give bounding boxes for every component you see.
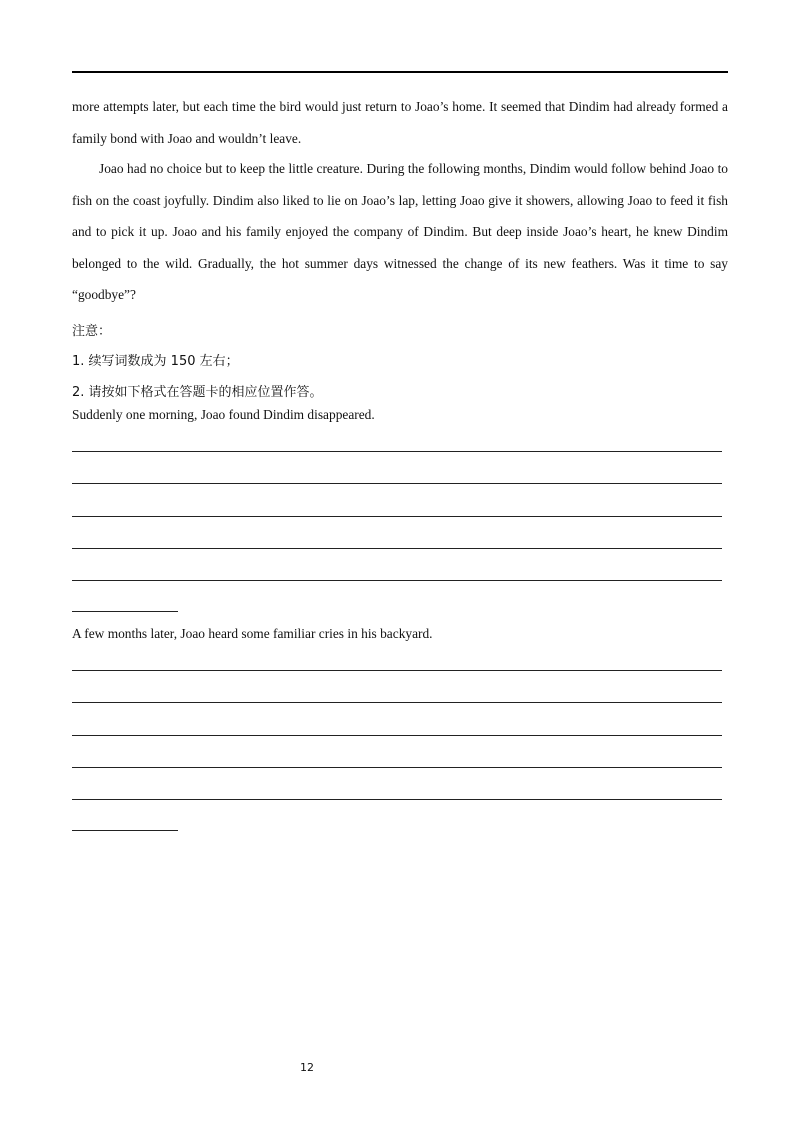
- notes-item-1: 1. 续写词数成为 150 左右；: [72, 354, 239, 369]
- continuation-prompt-2: A few months later, Joao heard some familiar cries in his backyard.: [72, 626, 433, 641]
- passage-paragraph-2: Joao had no choice but to keep the little creature. During the following months, Dindim would follow behind Joao to fish on the coast joyfully. Dindim also liked to lie on Joao’s lap, letting Joao give it showers, allowing Joao to feed it fish and to pick it up. Joao and his family enjoyed the company of Dindim. But deep inside Joao’s heart, he knew Dindim belonged to the wild. Gradually, the hot summer days witnessed the change of its new feathers. Was it time to say “goodbye”?: [72, 161, 728, 302]
- header-rule: [72, 71, 728, 73]
- answer-line[interactable]: [72, 580, 722, 581]
- answer-line[interactable]: [72, 702, 722, 703]
- continuation-prompt-1: Suddenly one morning, Joao found Dindim disappeared.: [72, 407, 375, 422]
- answer-line[interactable]: [72, 735, 722, 736]
- answer-line[interactable]: [72, 767, 722, 768]
- answer-line[interactable]: [72, 451, 722, 452]
- page-number: 12: [300, 1061, 314, 1074]
- answer-line[interactable]: [72, 548, 722, 549]
- answer-line-short[interactable]: [72, 611, 178, 612]
- passage-paragraph-1: more attempts later, but each time the bird would just return to Joao’s home. It seemed that Dindim had already formed a family bond with Joao and wouldn’t leave.: [72, 99, 728, 146]
- answer-line[interactable]: [72, 516, 722, 517]
- answer-line[interactable]: [72, 483, 722, 484]
- answer-line[interactable]: [72, 670, 722, 671]
- notes-item-2: 2. 请按如下格式在答题卡的相应位置作答。: [72, 385, 323, 400]
- notes-heading: 注意：: [72, 324, 112, 339]
- answer-line-short[interactable]: [72, 830, 178, 831]
- answer-line[interactable]: [72, 799, 722, 800]
